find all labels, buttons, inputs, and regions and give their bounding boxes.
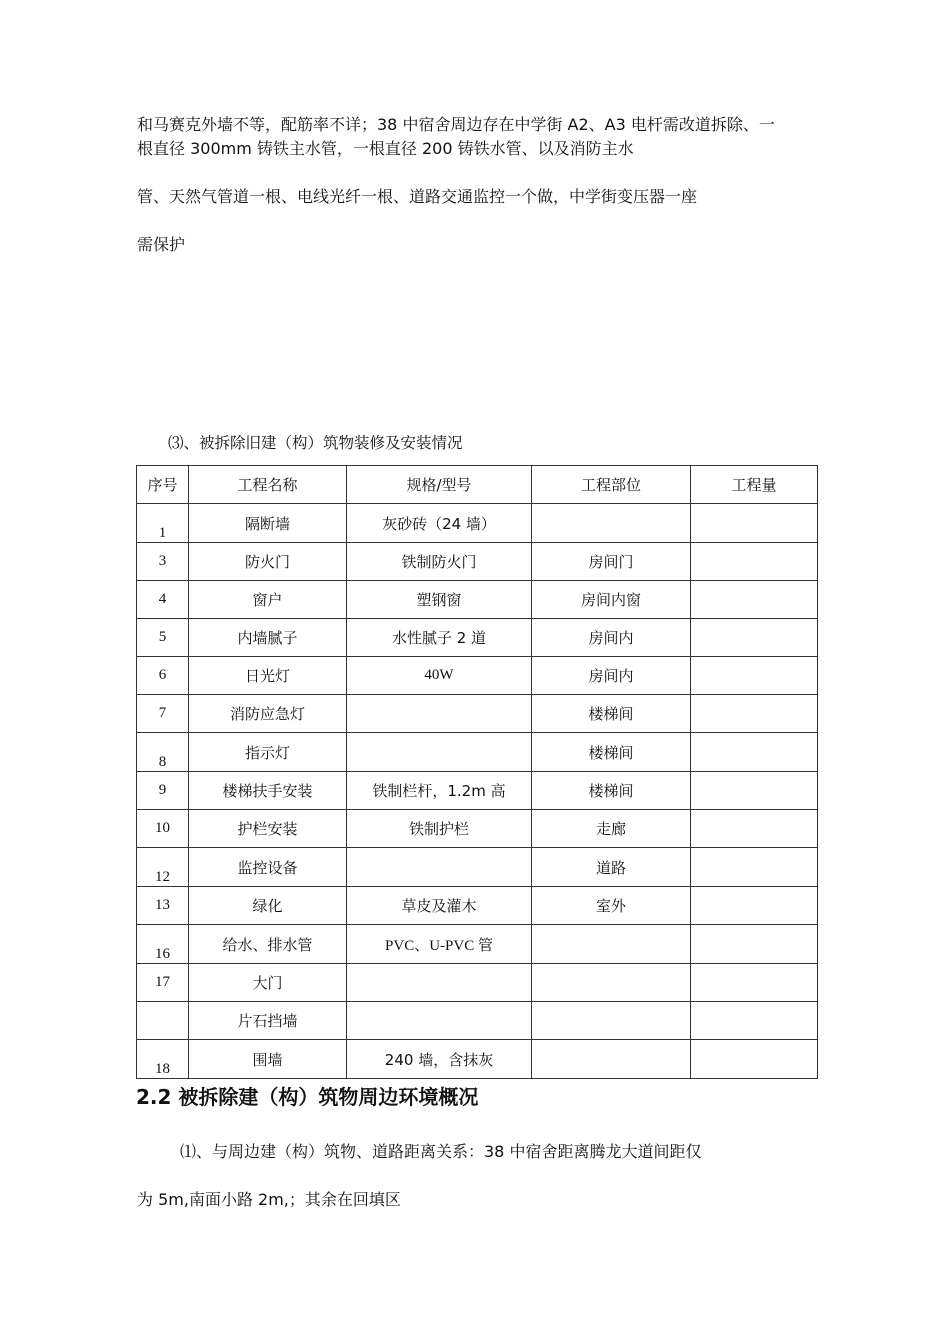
row-qty	[691, 733, 818, 772]
header-cell: 工程名称	[189, 466, 347, 504]
intro-line-2: 根直径 300mm 铸铁主水管，一根直径 200 铸铁水管、以及消防主水	[137, 139, 634, 158]
section-line-2: 为 5m,南面小路 2m,；其余在回填区	[137, 1190, 401, 1209]
row-no: 4	[137, 581, 189, 619]
row-no: 16	[137, 925, 189, 964]
row-name: 护栏安装	[189, 810, 347, 848]
row-name: 围墙	[189, 1040, 347, 1079]
table-row	[137, 772, 818, 810]
row-spec	[347, 1002, 532, 1040]
row-spec: 水性腻子 2 道	[347, 619, 532, 657]
row-spec: 240 墙，含抹灰	[347, 1040, 532, 1079]
table-row	[137, 810, 818, 848]
row-spec: 草皮及灌木	[347, 887, 532, 925]
row-no: 7	[137, 695, 189, 733]
row-part	[532, 925, 691, 964]
row-part: 室外	[532, 887, 691, 925]
row-name: 给水、排水管	[189, 925, 347, 964]
row-qty	[691, 848, 818, 887]
row-spec: 塑钢窗	[347, 581, 532, 619]
table-row	[137, 964, 818, 1002]
intro-line-4: 需保护	[137, 235, 186, 254]
table-row	[137, 1040, 818, 1079]
row-part: 楼梯间	[532, 695, 691, 733]
row-part: 楼梯间	[532, 733, 691, 772]
row-qty	[691, 1002, 818, 1040]
table-row	[137, 543, 818, 581]
header-cell: 规格/型号	[347, 466, 532, 504]
row-name: 片石挡墙	[189, 1002, 347, 1040]
row-part: 楼梯间	[532, 772, 691, 810]
row-no: 18	[137, 1040, 189, 1079]
row-name: 内墙腻子	[189, 619, 347, 657]
row-part	[532, 964, 691, 1002]
row-qty	[691, 543, 818, 581]
row-part	[532, 1002, 691, 1040]
row-name: 监控设备	[189, 848, 347, 887]
header-cell: 工程量	[691, 466, 818, 504]
row-name: 消防应急灯	[189, 695, 347, 733]
row-spec	[347, 733, 532, 772]
table-row	[137, 695, 818, 733]
row-no: 13	[137, 887, 189, 925]
table-row	[137, 848, 818, 887]
row-part: 房间门	[532, 543, 691, 581]
row-spec: 40W	[347, 657, 532, 695]
row-name: 指示灯	[189, 733, 347, 772]
row-qty	[691, 810, 818, 848]
row-part	[532, 504, 691, 543]
row-qty	[691, 887, 818, 925]
spec-table	[136, 465, 818, 1079]
row-no: 3	[137, 543, 189, 581]
row-qty	[691, 772, 818, 810]
row-name: 日光灯	[189, 657, 347, 695]
row-name: 防火门	[189, 543, 347, 581]
row-no: 10	[137, 810, 189, 848]
row-spec	[347, 848, 532, 887]
row-name: 绿化	[189, 887, 347, 925]
row-no: 17	[137, 964, 189, 1002]
row-part: 房间内	[532, 619, 691, 657]
row-no: 6	[137, 657, 189, 695]
row-no: 8	[137, 733, 189, 772]
table-row	[137, 581, 818, 619]
row-qty	[691, 504, 818, 543]
table-row	[137, 504, 818, 543]
row-spec: PVC、U-PVC 管	[347, 925, 532, 964]
row-qty	[691, 695, 818, 733]
row-no: 9	[137, 772, 189, 810]
table-caption: ⑶、被拆除旧建（构）筑物装修及安装情况	[168, 434, 463, 452]
row-no: 1	[137, 504, 189, 543]
intro-line-3: 管、天然气管道一根、电线光纤一根、道路交通监控一个做，中学街变压器一座	[137, 187, 698, 206]
row-spec: 铁制防火门	[347, 543, 532, 581]
section-line-1: ⑴、与周边建（构）筑物、道路距离关系：38 中宿舍距离腾龙大道间距仅	[180, 1142, 702, 1161]
table-row	[137, 733, 818, 772]
header-cell: 序号	[137, 466, 189, 504]
row-name: 窗户	[189, 581, 347, 619]
row-qty	[691, 657, 818, 695]
header-cell: 工程部位	[532, 466, 691, 504]
row-spec: 铁制护栏	[347, 810, 532, 848]
row-part: 房间内窗	[532, 581, 691, 619]
row-name: 大门	[189, 964, 347, 1002]
row-part	[532, 1040, 691, 1079]
row-no	[137, 1002, 189, 1040]
row-spec	[347, 695, 532, 733]
table-header-row	[137, 466, 818, 504]
table-row	[137, 657, 818, 695]
row-qty	[691, 964, 818, 1002]
row-part: 走廊	[532, 810, 691, 848]
row-name: 隔断墙	[189, 504, 347, 543]
row-qty	[691, 925, 818, 964]
table-row	[137, 1002, 818, 1040]
section-heading: 2.2 被拆除建（构）筑物周边环境概况	[136, 1085, 479, 1109]
row-qty	[691, 619, 818, 657]
row-no: 5	[137, 619, 189, 657]
intro-line-1: 和马赛克外墙不等，配筋率不详；38 中宿舍周边存在中学街 A2、A3 电杆需改道拆除、一	[137, 115, 775, 134]
table-row	[137, 887, 818, 925]
row-spec: 灰砂砖（24 墙）	[347, 504, 532, 543]
row-part: 道路	[532, 848, 691, 887]
row-name: 楼梯扶手安装	[189, 772, 347, 810]
table-row	[137, 619, 818, 657]
row-no: 12	[137, 848, 189, 887]
row-spec	[347, 964, 532, 1002]
row-qty	[691, 1040, 818, 1079]
row-part: 房间内	[532, 657, 691, 695]
row-qty	[691, 581, 818, 619]
row-spec: 铁制栏杆，1.2m 高	[347, 772, 532, 810]
table-row	[137, 925, 818, 964]
